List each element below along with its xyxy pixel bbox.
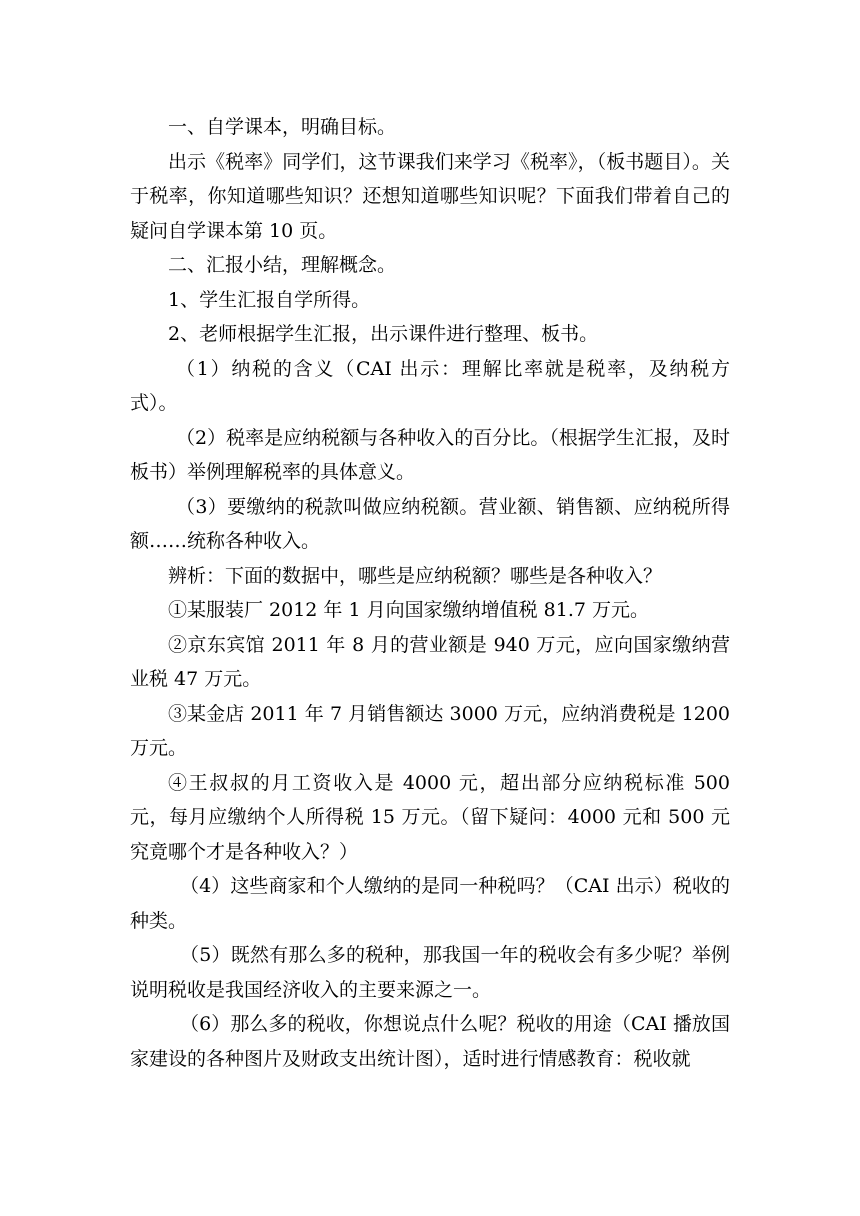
section-heading-2: 二、汇报小结，理解概念。 bbox=[168, 254, 397, 276]
example-1: ①某服装厂 2012 年 1 月向国家缴纳增值税 81.7 万元。 bbox=[168, 599, 649, 621]
sub-item-1: （1）纳税的含义（CAI 出示：理解比率就是税率，及纳税方式）。 bbox=[130, 357, 730, 414]
list-item-1: 1、学生汇报自学所得。 bbox=[168, 288, 371, 311]
sub-item-2: （2）税率是应纳税额与各种收入的百分比。（根据学生汇报，及时板书）举例理解税率的具体意义。 bbox=[130, 426, 730, 483]
paragraph-intro: 出示《税率》同学们，这节课我们来学习《税率》，（板书题目）。关于税率，你知道哪些知识？还想知道哪些知识呢？下面我们带着自己的疑问自学课本第 10 页。 bbox=[130, 150, 730, 242]
sub-item-4: （4）这些商家和个人缴纳的是同一种税吗？（CAI 出示）税收的种类。 bbox=[130, 875, 730, 932]
example-4: ④王叔叔的月工资收入是 4000 元，超出部分应纳税标准 500 元，每月应缴纳个人所得税 15 万元。（留下疑问：4000 元和 500 元究竟哪个才是各种收入？） bbox=[130, 771, 730, 863]
sub-item-6: （6）那么多的税收，你想说点什么呢？税收的用途（CAI 播放国家建设的各种图片及财政支出统计图），适时进行情感教育：税收就 bbox=[130, 1013, 730, 1070]
sub-item-5: （5）既然有那么多的税种，那我国一年的税收会有多少呢？举例说明税收是我国经济收入的主要来源之一。 bbox=[130, 944, 730, 1001]
body-text bbox=[130, 110, 730, 1076]
sub-item-3: （3）要缴纳的税款叫做应纳税额。营业额、销售额、应纳税所得额……统称各种收入。 bbox=[130, 495, 730, 552]
example-3: ③某金店 2011 年 7 月销售额达 3000 万元，应纳消费税是 1200 万元。 bbox=[130, 702, 730, 759]
analysis-question: 辨析：下面的数据中，哪些是应纳税额？哪些是各种收入？ bbox=[168, 564, 663, 587]
list-item-2: 2、老师根据学生汇报，出示课件进行整理、板书。 bbox=[168, 323, 599, 345]
example-2: ②京东宾馆 2011 年 8 月的营业额是 940 万元，应向国家缴纳营业税 47 万元。 bbox=[130, 633, 730, 690]
section-heading-1: 一、自学课本，明确目标。 bbox=[168, 116, 397, 138]
